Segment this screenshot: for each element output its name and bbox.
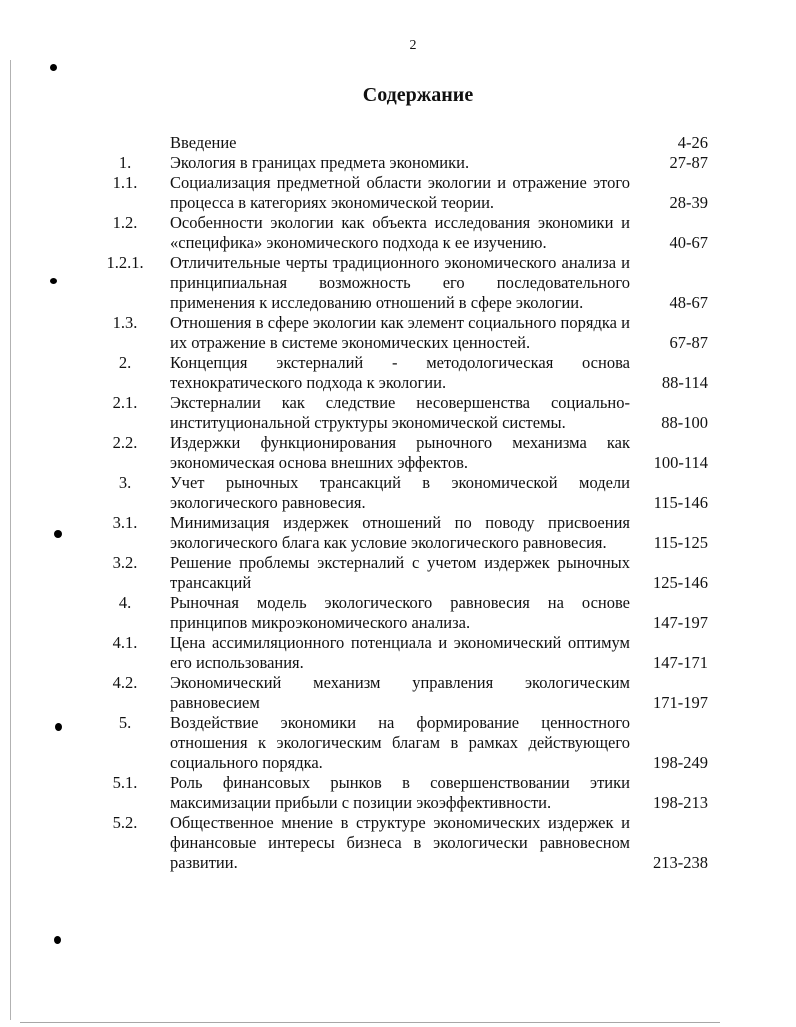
toc-entry-pages: 198-249	[653, 753, 708, 772]
toc-entry	[100, 713, 720, 773]
toc-entry-number: 3.	[118, 473, 132, 492]
toc-entry-title: Отличительные черты традиционного экономического анализа и принципиальная возможность его последовательного применения к исследованию отношений в сфере экологии.	[170, 253, 630, 312]
scan-bottom-line	[20, 1022, 720, 1023]
toc-entry-pages: 147-197	[653, 613, 708, 632]
toc-entry-pages: 48-67	[669, 293, 708, 312]
toc-entry-pages: 171-197	[653, 693, 708, 712]
toc-entry-title: Рыночная модель экологического равновесия на основе принципов микроэкономического анализа.	[170, 593, 630, 632]
toc-entry-number: 1.	[118, 153, 132, 172]
toc-entry	[100, 153, 720, 173]
toc-entry-title: Воздействие экономики на формирование ценностного отношения к экологическим благам в рамках действующего социального порядка.	[170, 713, 630, 772]
toc-entry-pages: 125-146	[653, 573, 708, 592]
toc-entry	[100, 393, 720, 433]
toc-entry	[100, 813, 720, 873]
toc-entry-pages: 88-114	[661, 373, 708, 392]
toc-entry	[100, 173, 720, 213]
toc-entry-number: 1.2.	[112, 213, 138, 232]
toc-entry-title: Минимизация издержек отношений по поводу присвоения экологического блага как условие экологического равновесия.	[170, 513, 630, 552]
toc-entry-pages: 115-125	[653, 533, 708, 552]
toc-entry	[100, 253, 720, 313]
toc-entry-title: Издержки функционирования рыночного механизма как экономическая основа внешних эффектов.	[170, 433, 630, 472]
toc-entry-number: 4.2.	[112, 673, 138, 692]
toc-entry-pages: 147-171	[653, 653, 708, 672]
toc-entry-pages: 28-39	[669, 193, 708, 212]
toc-entry-title: Особенности экологии как объекта исследования экономики и «специфика» экономического подхода к ее изучению.	[170, 213, 630, 252]
toc-entry	[100, 513, 720, 553]
punch-hole-mark	[54, 530, 62, 538]
toc-entry-number: 3.2.	[112, 553, 138, 572]
toc-entry-title: Решение проблемы экстерналий с учетом издержек рыночных трансакций	[170, 553, 630, 592]
page-number: 2	[409, 38, 417, 53]
toc-entry-number: 2.2.	[112, 433, 138, 452]
toc-entry-title: Роль финансовых рынков в совершенствовании этики максимизации прибыли с позиции экоэффективности.	[170, 773, 630, 812]
toc-entry-number: 1.3.	[112, 313, 138, 332]
toc-entry-number: 2.	[118, 353, 132, 372]
toc-entry-number: 5.2.	[112, 813, 138, 832]
toc-entry-pages: 67-87	[669, 333, 708, 352]
toc-entry-pages: 40-67	[669, 233, 708, 252]
table-of-contents	[100, 133, 720, 873]
toc-entry-title: Экономический механизм управления экологическим равновесием	[170, 673, 630, 712]
toc-entry-title: Общественное мнение в структуре экономических издержек и финансовые интересы бизнеса в экологически равновесном развитии.	[170, 813, 630, 872]
toc-entry-pages: 100-114	[653, 453, 708, 472]
toc-entry-title: Экология в границах предмета экономики.	[170, 153, 470, 172]
toc-entry-number: 5.1.	[112, 773, 138, 792]
toc-entry-title: Введение	[170, 133, 237, 152]
punch-hole-mark	[50, 278, 57, 284]
toc-entry-number: 4.	[118, 593, 132, 612]
toc-entry-pages: 213-238	[653, 853, 708, 872]
punch-hole-mark	[50, 64, 57, 71]
toc-entry-title: Экстерналии как следствие несовершенства социально-институциональной структуры экономической системы.	[170, 393, 630, 432]
toc-entry	[100, 473, 720, 513]
toc-entry	[100, 773, 720, 813]
toc-entry-number: 3.1.	[112, 513, 138, 532]
page-title: Содержание	[362, 84, 474, 106]
toc-entry	[100, 593, 720, 633]
punch-hole-mark	[54, 936, 61, 944]
toc-entry-pages: 115-146	[653, 493, 708, 512]
toc-entry-title: Концепция экстерналий - методологическая основа технократического подхода к экологии.	[170, 353, 630, 392]
toc-entry-title: Учет рыночных трансакций в экономической модели экологического равновесия.	[170, 473, 630, 512]
toc-entry	[100, 673, 720, 713]
toc-entry	[100, 213, 720, 253]
toc-entry-pages: 27-87	[669, 153, 708, 172]
toc-entry-title: Цена ассимиляционного потенциала и экономический оптимум его использования.	[170, 633, 630, 672]
scan-edge-line	[10, 60, 11, 1020]
toc-entry-number: 5.	[118, 713, 132, 732]
punch-hole-mark	[55, 723, 62, 731]
toc-entry-title: Социализация предметной области экологии и отражение этого процесса в категориях экономической теории.	[170, 173, 630, 212]
toc-entry-title: Отношения в сфере экологии как элемент социального порядка и их отражение в системе экономических ценностей.	[170, 313, 630, 352]
toc-entry-pages: 198-213	[653, 793, 708, 812]
toc-entry	[100, 633, 720, 673]
toc-entry	[100, 133, 720, 153]
toc-entry	[100, 553, 720, 593]
toc-entry-pages: 88-100	[661, 413, 708, 432]
toc-entry-number: 1.1.	[112, 173, 138, 192]
toc-entry-number: 4.1.	[112, 633, 138, 652]
toc-entry-number: 1.2.1.	[106, 253, 144, 272]
toc-entry-pages: 4-26	[677, 133, 708, 152]
toc-entry	[100, 353, 720, 393]
toc-entry-number: 2.1.	[112, 393, 138, 412]
toc-entry	[100, 313, 720, 353]
toc-entry	[100, 433, 720, 473]
